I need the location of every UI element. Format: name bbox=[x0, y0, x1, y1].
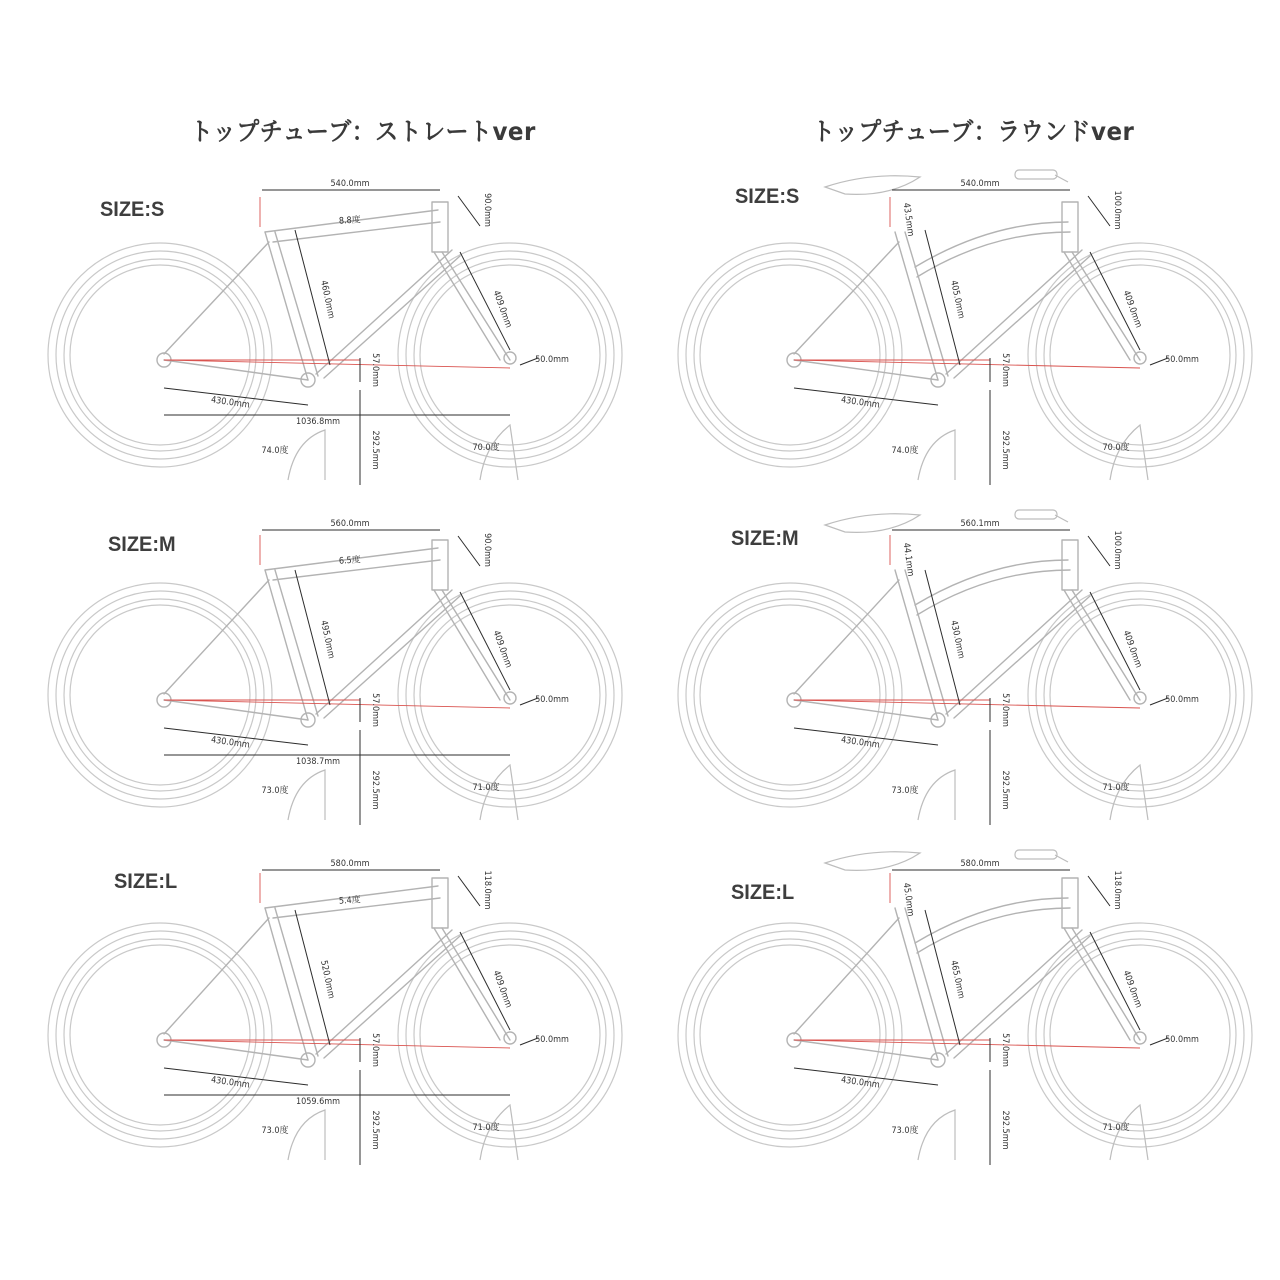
front-wheel-ring bbox=[420, 945, 600, 1125]
fork-edge bbox=[1064, 252, 1130, 360]
offset-label: 50.0mm bbox=[535, 355, 569, 365]
bb-drop-label: 57.0mm bbox=[1000, 353, 1010, 387]
head-tube-length-label: 118.0mm bbox=[482, 870, 492, 910]
seat-angle-label: 73.0度 bbox=[261, 1126, 289, 1136]
seat-angle-arc bbox=[918, 1110, 955, 1160]
size-label-straight-m: SIZE:M bbox=[108, 533, 176, 556]
front-wheel-ring bbox=[398, 923, 622, 1147]
head-tube-dimension bbox=[458, 536, 480, 566]
front-wheel-ring bbox=[420, 605, 600, 785]
front-wheel-ring bbox=[1050, 605, 1230, 785]
seat-angle-label: 73.0度 bbox=[261, 786, 289, 796]
chainstay-length-label: 430.0mm bbox=[210, 1075, 251, 1091]
column-title-round: トップチューブ：ラウンドver bbox=[812, 117, 1135, 146]
seat-angle-label: 74.0度 bbox=[891, 446, 919, 456]
seat-angle-arc bbox=[288, 430, 325, 480]
fork-length-label: 409.0mm bbox=[490, 289, 514, 330]
top-tube-curved bbox=[915, 898, 1068, 943]
head-tube-length-label: 118.0mm bbox=[1112, 870, 1122, 910]
bb-height-label: 292.5mm bbox=[1000, 1110, 1010, 1150]
offset-label: 50.0mm bbox=[1165, 695, 1199, 705]
front-axle bbox=[1134, 1032, 1146, 1044]
bb-drop-label: 57.0mm bbox=[370, 353, 380, 387]
front-wheel-ring bbox=[1044, 599, 1236, 791]
head-tube bbox=[432, 202, 448, 252]
bike-diagram-round-size-m bbox=[670, 500, 1270, 830]
seat-tube-edge bbox=[905, 570, 948, 716]
front-wheel-ring bbox=[1028, 243, 1252, 467]
head-tube bbox=[432, 540, 448, 590]
bike-diagram-straight-size-m bbox=[40, 500, 640, 830]
front-wheel-ring bbox=[414, 939, 606, 1131]
front-wheel-ring bbox=[1028, 923, 1252, 1147]
head-angle-label: 71.0度 bbox=[1102, 783, 1130, 793]
column-title-straight: トップチューブ：ストレートver bbox=[190, 117, 536, 146]
head-tube-length-label: 100.0mm bbox=[1112, 190, 1122, 230]
seat-tube-edge bbox=[275, 232, 318, 376]
seat-tube-edge bbox=[275, 908, 318, 1056]
top-tube-angle-label: 8.8度 bbox=[338, 215, 362, 227]
bike-diagram-straight-size-l bbox=[40, 840, 640, 1170]
offset-label: 50.0mm bbox=[1165, 1035, 1199, 1045]
bb-drop-label: 57.0mm bbox=[370, 693, 380, 727]
top-tube-angle-label: 6.5度 bbox=[338, 555, 362, 567]
seatstay bbox=[164, 918, 269, 1034]
handlebar-grip bbox=[1015, 170, 1057, 179]
seat-tube-length-label: 520.0mm bbox=[318, 959, 336, 1000]
fork-length-label: 409.0mm bbox=[490, 969, 514, 1010]
seat-angle-arc bbox=[918, 430, 955, 480]
front-wheel-ring bbox=[398, 583, 622, 807]
head-tube bbox=[1062, 878, 1078, 928]
size-label-straight-s: SIZE:S bbox=[100, 198, 165, 221]
seat-angle-arc bbox=[288, 770, 325, 820]
size-label-round-s: SIZE:S bbox=[735, 185, 800, 208]
seat-tube-edge bbox=[905, 908, 948, 1056]
seat-tube-length-label: 495.0mm bbox=[318, 619, 336, 660]
top-tube-length-label: 580.0mm bbox=[330, 859, 370, 869]
seat-tube-length-label: 465.0mm bbox=[948, 959, 966, 1000]
top-tube-curved-edge bbox=[917, 570, 1070, 615]
top-tube-length-label: 580.0mm bbox=[960, 859, 1000, 869]
top-tube-curved-edge bbox=[917, 908, 1070, 953]
stem bbox=[1055, 855, 1068, 862]
seat-angle-label: 73.0度 bbox=[891, 786, 919, 796]
front-axle bbox=[1134, 692, 1146, 704]
head-angle-label: 70.0度 bbox=[472, 443, 500, 453]
head-tube bbox=[432, 878, 448, 928]
top-tube-curved bbox=[915, 222, 1068, 267]
front-wheel-ring bbox=[1044, 939, 1236, 1131]
handlebar-grip bbox=[1015, 510, 1057, 519]
bb-height-label: 292.5mm bbox=[370, 770, 380, 810]
top-tube-angle-label: 5.4度 bbox=[338, 895, 362, 907]
head-tube bbox=[1062, 202, 1078, 252]
seat-angle-label: 74.0度 bbox=[261, 446, 289, 456]
front-wheel-ring bbox=[414, 259, 606, 451]
front-axle bbox=[1134, 352, 1146, 364]
head-tube-length-label: 90.0mm bbox=[482, 533, 492, 567]
saddle bbox=[825, 176, 920, 195]
seat-tube-length-label: 405.0mm bbox=[948, 279, 966, 320]
head-angle-label: 71.0度 bbox=[472, 1123, 500, 1133]
offset-label: 50.0mm bbox=[1165, 355, 1199, 365]
chainstay-length-label: 430.0mm bbox=[210, 735, 251, 751]
top-tube-length-label: 560.1mm bbox=[960, 519, 1000, 529]
bb-height-label: 292.5mm bbox=[370, 430, 380, 470]
stem bbox=[1055, 515, 1068, 522]
bike-diagram-round-size-l bbox=[670, 840, 1270, 1170]
bb-height-label: 292.5mm bbox=[1000, 430, 1010, 470]
seat-angle-arc bbox=[288, 1110, 325, 1160]
chainstay-length-label: 430.0mm bbox=[210, 395, 251, 411]
seat-offset-label: 43.5mm bbox=[900, 202, 916, 238]
bb-height-label: 292.5mm bbox=[1000, 770, 1010, 810]
size-label-round-m: SIZE:M bbox=[731, 527, 799, 550]
fork-edge bbox=[434, 252, 500, 360]
bike-diagram-straight-size-s bbox=[40, 160, 640, 490]
head-tube-dimension bbox=[458, 876, 480, 906]
wheelbase-length-label: 1059.6mm bbox=[295, 1097, 341, 1107]
saddle bbox=[825, 852, 920, 871]
chainstay-length-label: 430.0mm bbox=[840, 735, 881, 751]
wheelbase-length-label: 1038.7mm bbox=[295, 757, 341, 767]
top-tube-curved-edge bbox=[917, 232, 1070, 277]
front-wheel-ring bbox=[1050, 265, 1230, 445]
seat-angle-label: 73.0度 bbox=[891, 1126, 919, 1136]
head-angle-label: 71.0度 bbox=[472, 783, 500, 793]
seat-tube-length-label: 430.0mm bbox=[948, 619, 966, 660]
front-wheel-ring bbox=[420, 265, 600, 445]
front-axle bbox=[504, 352, 516, 364]
seat-tube-edge bbox=[275, 570, 318, 716]
top-tube-length-label: 540.0mm bbox=[330, 179, 370, 189]
head-tube-dimension bbox=[458, 196, 480, 226]
fork-length-label: 409.0mm bbox=[490, 629, 514, 670]
seatstay bbox=[794, 918, 899, 1034]
stem bbox=[1055, 175, 1068, 182]
head-angle-label: 70.0度 bbox=[1102, 443, 1130, 453]
bb-drop-label: 57.0mm bbox=[370, 1033, 380, 1067]
seat-tube-edge bbox=[905, 232, 948, 376]
size-label-round-l: SIZE:L bbox=[731, 881, 795, 904]
front-wheel-ring bbox=[1050, 945, 1230, 1125]
seatstay bbox=[794, 580, 899, 694]
front-wheel-ring bbox=[414, 599, 606, 791]
top-tube-length-label: 560.0mm bbox=[330, 519, 370, 529]
seat-tube-length-label: 460.0mm bbox=[318, 279, 336, 320]
front-axle bbox=[504, 692, 516, 704]
bb-height-label: 292.5mm bbox=[370, 1110, 380, 1150]
chainstay-length-label: 430.0mm bbox=[840, 395, 881, 411]
seat-offset-label: 44.1mm bbox=[900, 542, 916, 578]
fork-length-label: 409.0mm bbox=[1120, 969, 1144, 1010]
bike-diagram-round-size-s bbox=[670, 160, 1270, 490]
head-tube-length-label: 100.0mm bbox=[1112, 530, 1122, 570]
fork-length-label: 409.0mm bbox=[1120, 289, 1144, 330]
head-tube-dimension bbox=[1088, 196, 1110, 226]
head-angle-label: 71.0度 bbox=[1102, 1123, 1130, 1133]
seat-offset-label: 45.0mm bbox=[900, 882, 916, 918]
size-label-straight-l: SIZE:L bbox=[114, 870, 178, 893]
front-wheel-ring bbox=[1028, 583, 1252, 807]
bb-drop-label: 57.0mm bbox=[1000, 693, 1010, 727]
front-wheel-ring bbox=[1044, 259, 1236, 451]
offset-label: 50.0mm bbox=[535, 695, 569, 705]
head-tube bbox=[1062, 540, 1078, 590]
head-tube-length-label: 90.0mm bbox=[482, 193, 492, 227]
front-axle bbox=[504, 1032, 516, 1044]
top-tube-curved bbox=[915, 560, 1068, 605]
front-wheel-ring bbox=[398, 243, 622, 467]
head-tube-dimension bbox=[1088, 876, 1110, 906]
top-tube-length-label: 540.0mm bbox=[960, 179, 1000, 189]
fork-length-label: 409.0mm bbox=[1120, 629, 1144, 670]
head-tube-dimension bbox=[1088, 536, 1110, 566]
bb-drop-label: 57.0mm bbox=[1000, 1033, 1010, 1067]
handlebar-grip bbox=[1015, 850, 1057, 859]
seat-angle-arc bbox=[918, 770, 955, 820]
offset-label: 50.0mm bbox=[535, 1035, 569, 1045]
chainstay-length-label: 430.0mm bbox=[840, 1075, 881, 1091]
seatstay bbox=[164, 580, 269, 694]
wheelbase-length-label: 1036.8mm bbox=[295, 417, 341, 427]
